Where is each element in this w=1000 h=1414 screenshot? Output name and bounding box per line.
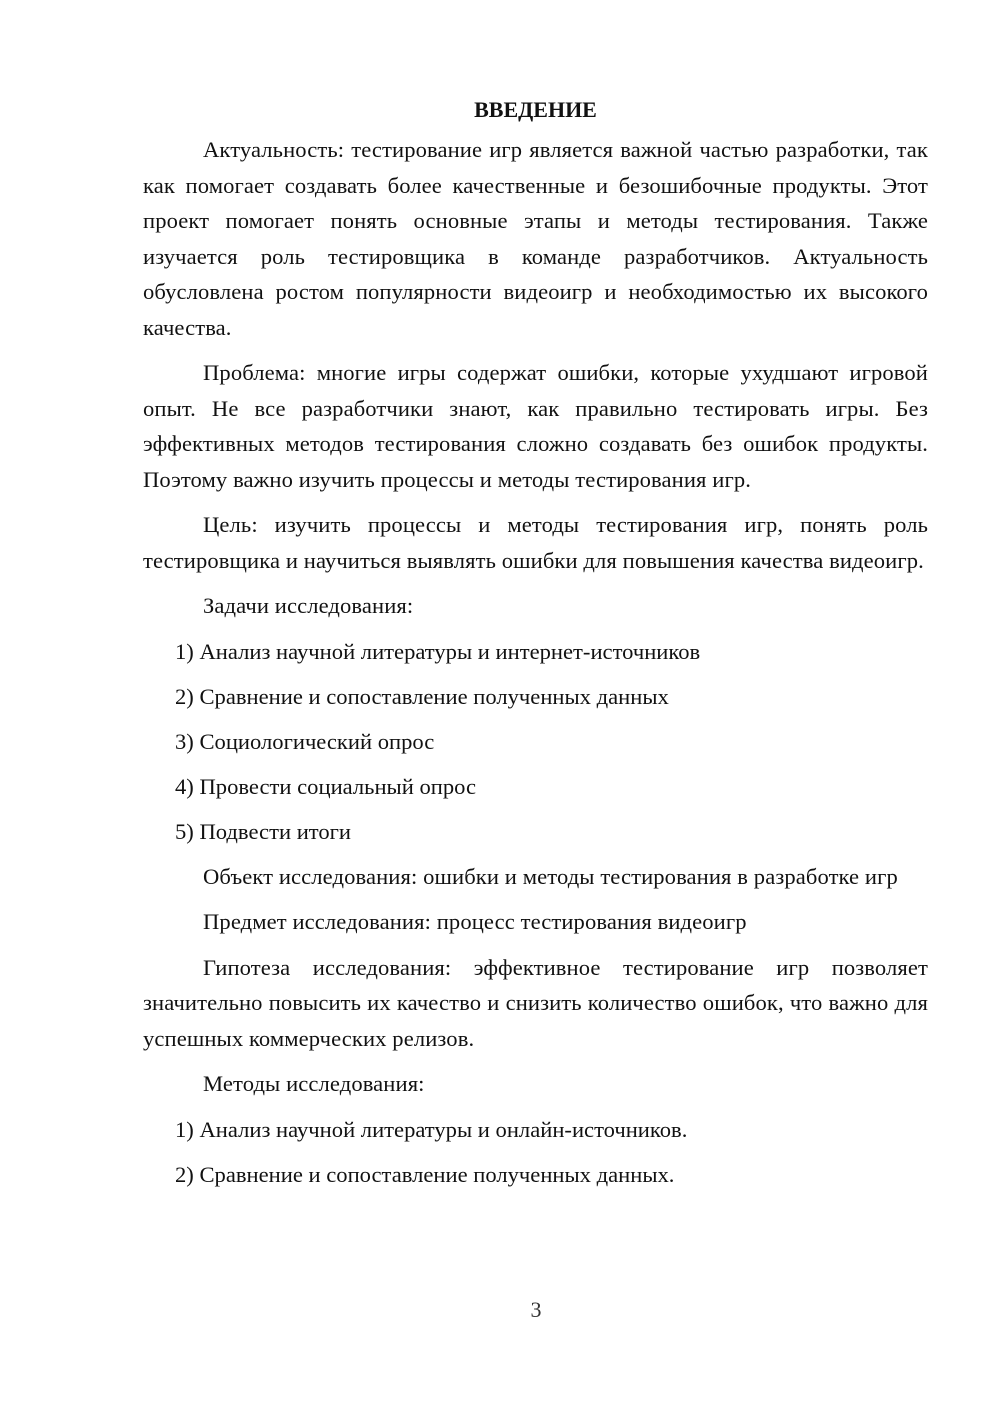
relevance-paragraph: Актуальность: тестирование игр является важной частью разработки, так как помогает создавать более качественные и безошибочные продукты. Этот проект помогает понять основные этапы и методы тестирования. Также изучается роль тестировщика в команде разработчиков. Актуальность обусловлена ростом популярности видеоигр и необходимостью их высокого качества. bbox=[143, 137, 928, 340]
problem-paragraph: Проблема: многие игры содержат ошибки, которые ухудшают игровой опыт. Не все разработчики знают, как правильно тестировать игры. Без эффективных методов тестирования сложно создавать без ошибок продукты. Поэтому важно изучить процессы и методы тестирования игр. bbox=[143, 360, 928, 492]
list-item: 5) Подвести итоги bbox=[175, 818, 352, 844]
methods-list bbox=[143, 1112, 928, 1193]
hypothesis-paragraph: Гипотеза исследования: эффективное тестирование игр позволяет значительно повысить их качество и снизить количество ошибок, что важно для успешных коммерческих релизов. bbox=[143, 954, 928, 1051]
tasks-heading: Задачи исследования: bbox=[203, 593, 414, 618]
list-item: 3) Социологический опрос bbox=[175, 728, 435, 754]
object-paragraph: Объект исследования: ошибки и методы тестирования в разработке игр bbox=[203, 863, 898, 889]
list-item: 1) Анализ научной литературы и онлайн-источников. bbox=[175, 1116, 688, 1142]
methods-heading: Методы исследования: bbox=[203, 1071, 425, 1096]
list-item: 4) Провести социальный опрос bbox=[175, 773, 477, 799]
tasks-list bbox=[143, 634, 928, 850]
list-item: 2) Сравнение и сопоставление полученных данных bbox=[175, 683, 669, 709]
page-number: 3 bbox=[530, 1297, 542, 1322]
list-item: 1) Анализ научной литературы и интернет-источников bbox=[175, 638, 701, 664]
goal-paragraph: Цель: изучить процессы и методы тестирования игр, понять роль тестировщика и научиться выявлять ошибки для повышения качества видеоигр. bbox=[143, 512, 928, 573]
section-title: ВВЕДЕНИЕ bbox=[474, 97, 597, 122]
list-item: 2) Сравнение и сопоставление полученных данных. bbox=[175, 1161, 675, 1187]
document-page bbox=[143, 92, 928, 1202]
subject-paragraph: Предмет исследования: процесс тестирования видеоигр bbox=[203, 909, 747, 934]
